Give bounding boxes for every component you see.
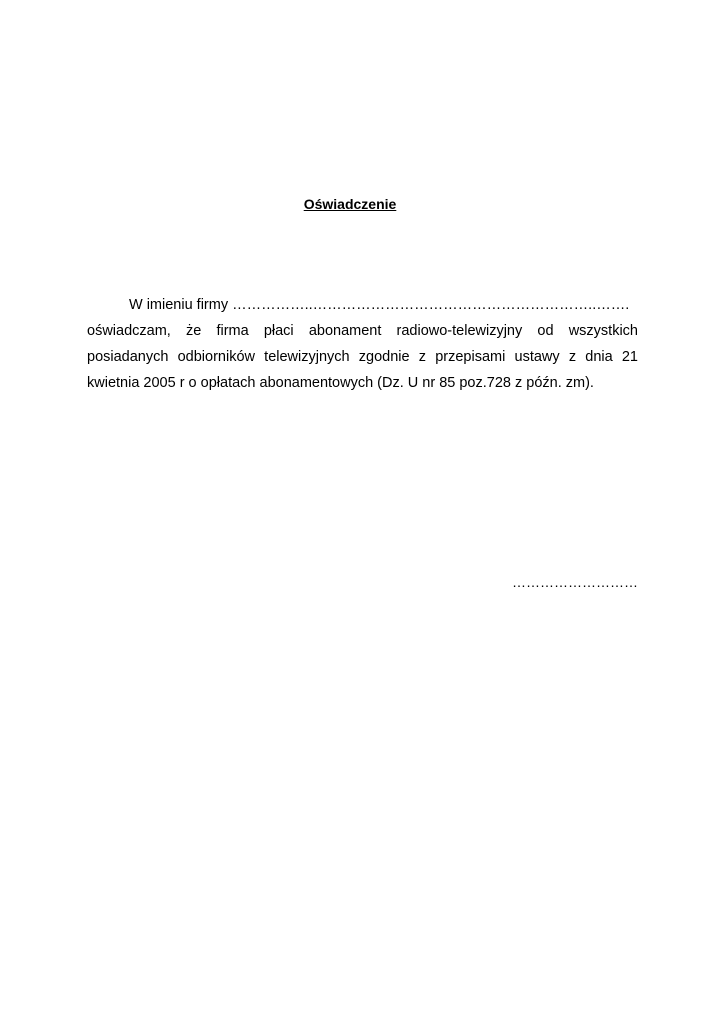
declaration-line-4: kwietnia 2005 r o opłatach abonamentowych (Dz. U nr 85 poz.728 z późn. zm).: [87, 375, 594, 391]
declaration-paragraph: [87, 292, 638, 396]
declaration-line-2: oświadczam, że firma płaci abonament radiowo-telewizyjny od wszystkich: [87, 323, 638, 339]
declaration-body: [87, 292, 638, 396]
declaration-line-3: posiadanych odbiorników telewizyjnych zgodnie z przepisami ustawy z dnia 21: [87, 349, 638, 365]
document-title: Oświadczenie: [303, 196, 397, 212]
signature-line: ………………………: [512, 574, 638, 590]
declaration-line-company: W imieniu firmy ……………..…………………………………………………..…….: [129, 297, 630, 313]
